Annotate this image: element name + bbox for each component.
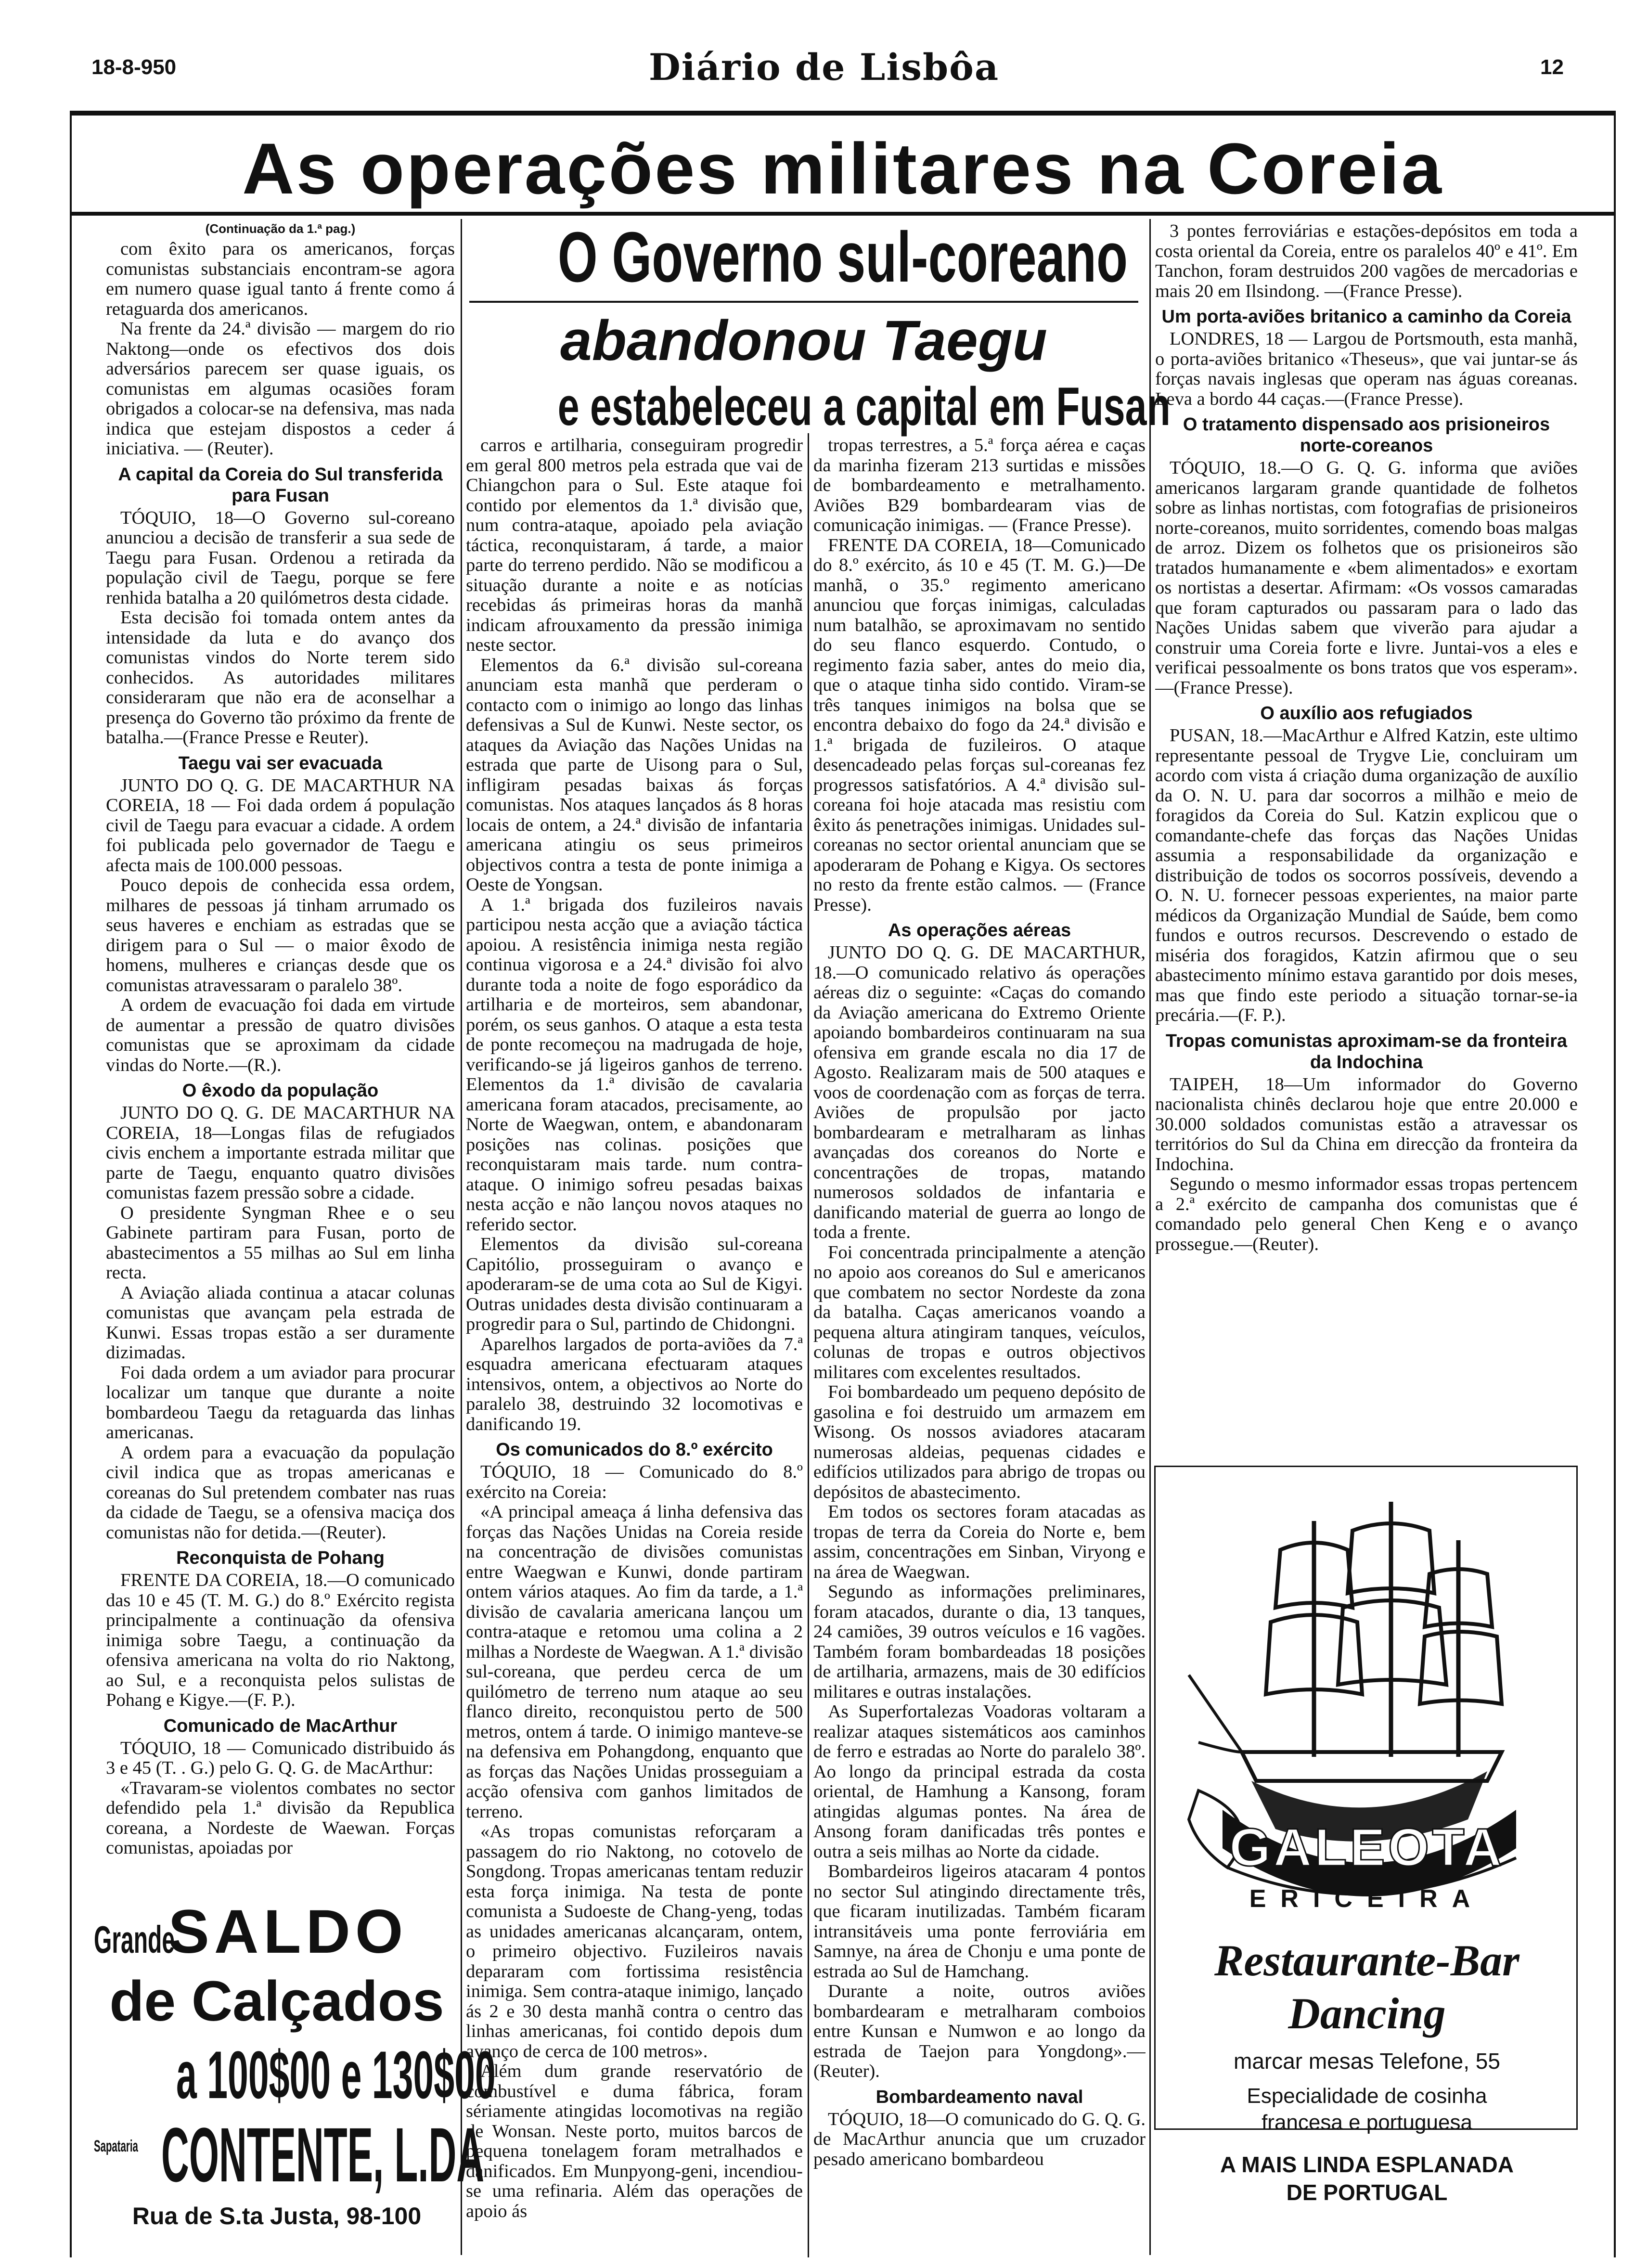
article-paragraph: Aparelhos largados de porta-aviões da 7.ª esquadra americana efectuaram ataques intensivos, ontem, a objectivos ao Norte do paralelo 38, destruindo 32 locomotivas e danificando 19. — [466, 1334, 803, 1434]
article-paragraph: O presidente Syngman Rhee e o seu Gabinete partiram para Fusan, porto de abastecimentos a 55 milhas ao Sul em linha recta. — [106, 1202, 455, 1283]
article-paragraph: Na frente da 24.ª divisão — margem do rio Naktong—onde os efectivos dos dois adversários parecem ser quase iguais, os comunistas em algumas ocasiões foram obrigados a colocar-se na defensiva, mas nada indica que estejam dispostos a ceder á iniciativa. — (Reuter). — [106, 319, 455, 459]
article-paragraph: «As tropas comunistas reforçaram a passagem do rio Naktong, no cotovelo de Songdong. Tropas americanas tentam reduzir esta força inimiga. Na testa de ponte comunista a Sudoeste de Chang-yeng, todas as unidades americanas alcançaram, ontem, o primeiro objectivo. Fuzileiros navais depararam com fortissima resistência inimiga. Sem contra-ataque inimigo, lançado ás 2 e 30 desta manhã contra o centro das linhas americanas, foi contido depois dum avanço de cerca de 100 metros». — [466, 1821, 803, 2062]
article-paragraph: JUNTO DO Q. G. DE MACARTHUR NA COREIA, 18—Longas filas de refugiados civis enchem a importante estrada militar que parte de Taegu, enquanto quatro divisões comunistas fazem pressão sobre a cidade. — [106, 1103, 455, 1203]
section-heading: As operações aéreas — [888, 920, 1071, 941]
section-heading: O auxílio aos refugiados — [1260, 703, 1473, 723]
galeota-specialty-2: francesa e portuguesa — [1262, 2111, 1472, 2134]
ad-word-saldo: SALDO — [168, 1897, 408, 1966]
galeota-town: ERICEIRA — [1249, 1885, 1485, 1913]
article-paragraph: Foi concentrada principalmente a atenção no apoio aos coreanos do Sul e americanos que combatem no sector Nordeste da zona da batalha. Caças americanos voando a pequena altura atingiram tanques, veículos, colunas de tropas e outros objectivos militares com excelentes resultados. — [813, 1242, 1146, 1382]
article-paragraph: TAIPEH, 18—Um informador do Governo nacionalista chinês declarou hoje que entre 20.000 e 30.000 soldados comunistas estão a atravessar os territórios do Sul da China em direcção da fronteira da Indochina. — [1155, 1074, 1578, 1174]
article-paragraph: FRENTE DA COREIA, 18.—O comunicado das 10 e 45 (T. M. G.) do 8.º Exército regista principalmente a continuação da ofensiva inimiga sobre Taegu, a continuação da ofensiva americana na volta do rio Naktong, ao Sul, e a reconquista pelos sulistas de Pohang e Kigye.—(F. P.). — [106, 1570, 455, 1710]
newspaper-title: Diário de Lisbôa — [648, 46, 1000, 89]
article-paragraph: Segundo o mesmo informador essas tropas pertencem a 2.ª exército de campanha dos comunistas que é comandado pelo general Chen Keng e o avanço prossegue.—(Reuter). — [1155, 1174, 1578, 1254]
page-number: 12 — [1540, 55, 1564, 79]
column-rule — [808, 433, 809, 2257]
ad-headline — [94, 1896, 460, 1967]
page-main-title: As operações militares na Coreia — [242, 128, 1443, 209]
galeota-tagline-1: A MAIS LINDA ESPLANADA — [1220, 2152, 1514, 2177]
headline-line-3: e estabeleceu a capital em Fusan — [557, 376, 1171, 437]
galeota-dancing: Dancing — [1288, 1989, 1446, 2038]
section-heading: O tratamento dispensado aos prisioneiros norte-coreanos — [1183, 414, 1550, 456]
article-paragraph: Pouco depois de conhecida essa ordem, milhares de pessoas já tinham arrumado os seus haveres e enchiam as estradas que se dirigem para o Sul — o maior êxodo de homens, mulheres e crianças desde que os comunistas atravessaram o paralelo 38º. — [106, 875, 455, 995]
article-paragraph: PUSAN, 18.—MacArthur e Alfred Katzin, este ultimo representante pessoal de Trygve Lie, concluiram um acordo com vista á criação duma organização de auxílio da O. N. U. para dar socorros a milhão e meio de foragidos da Coreia do Sul. Katzin explicou que o comandante-chefe das forças das Nações Unidas assumia a responsabilidade da organização e distribuição de todos os socorros possíveis, devendo a O. N. U. fornecer pessoas experientes, na maior parte médicos da Organização Mundial de Saúde, bem como fundos e outros recursos. Descrevendo o estado de miséria dos foragidos, Katzin afirmou que o seu abastecimento mínimo estava garantido por dois meses, mas que findo este periodo a situação tornar-se-ia precária.—(F. P.). — [1155, 725, 1578, 1025]
headline-line-2: abandonou Taegu — [560, 309, 1047, 373]
ad-shop-name: CONTENTE, L.DA — [161, 2112, 485, 2198]
article-paragraph: Foi dada ordem a um aviador para procurar localizar um tanque que durante a noite bombardeou Taegu da retaguarda das linhas americanas. — [106, 1362, 455, 1443]
article-column-4 — [1155, 221, 1578, 1458]
article-paragraph: Segundo as informações preliminares, foram atacados, durante o dia, 13 tanques, 24 camiões, 39 outros veículos e 16 vagões. Também foram bombardeadas 18 posições de artilharia, armazens, mais de 30 edifícios militares e outras instalações. — [813, 1582, 1146, 1702]
section-heading: Comunicado de MacArthur — [163, 1715, 398, 1736]
article-column-3 — [813, 436, 1146, 2250]
ad-word-grande: Grande — [94, 1918, 175, 1961]
section-heading: O êxodo da população — [182, 1081, 379, 1101]
galeota-tagline-2: DE PORTUGAL — [1286, 2180, 1448, 2205]
headline-rule — [469, 301, 1138, 303]
article-paragraph: «A principal ameaça á linha defensiva das forças das Nações Unidas na Coreia reside na concentração de divisões comunistas entre Waegwan e Kunwi, donde partiram ontem vários ataques. Ao fim da tarde, a 1.ª divisão de cavalaria americana lançou um contra-ataque e retomou uma colina a 2 milhas a Nordeste de Waegwan. A 1.ª divisão sul-coreana, que perdeu cerca de um quilómetro de terreno num ataque ao seu flanco direito, reconquistou perto de 500 metros, ontem á tarde. O inimigo manteve-se na defensiva em Pohangdong, enquanto que as forças das Nações Unidas prosseguiam a acção ofensiva com ganhos limitados de terreno. — [466, 1502, 803, 1822]
article-paragraph: TÓQUIO, 18—O comunicado do G. Q. G. de MacArthur anuncia que um cruzador pesado americano bombardeou — [813, 2109, 1146, 2169]
article-paragraph: Bombardeiros ligeiros atacaram 4 pontos no sector Sul atingindo directamente três, que ficaram inutilizadas. Também ficaram intransitáveis uma ponte ferroviária em Samnye, na área de Chonju e uma ponte de estrada ao Sul de Hamchang. — [813, 1861, 1146, 1982]
article-paragraph: A Aviação aliada continua a atacar colunas comunistas que avançam pela estrada de Kunwi. Essas tropas estão a ser duramente dizimadas. — [106, 1282, 455, 1363]
section-heading: Taegu vai ser evacuada — [178, 753, 383, 773]
title-rule — [70, 212, 1616, 216]
article-column-2 — [466, 436, 803, 2250]
column-rule — [1149, 219, 1151, 2255]
section-heading: Bombardeamento naval — [876, 2087, 1083, 2107]
article-paragraph: A 1.ª brigada dos fuzileiros navais participou nesta acção que a aviação táctica apoiou. A resistência inimiga nesta região continua vigorosa e a 24.ª divisão foi alvo durante toda a noite de fogo esporádico da artilharia e de morteiros, sem abandonar, porém, os seus ganhos. O ataque a esta testa de ponte recomeçou na madrugada de hoje, verificando-se já ligeiros ganhos de terreno. Elementos da 1.ª divisão de cavalaria americana foram atacados, precisamente, ao Norte de Waegwan, ontem, e abandonaram posições nas colinas. posições que reconquistaram mais tarde. num contra-ataque. O inimigo sofreu pesadas baixas nesta acção e não lançou novos ataques no referido sector. — [466, 894, 803, 1235]
section-heading: Reconquista de Pohang — [176, 1548, 385, 1568]
section-heading: Um porta-aviões britanico a caminho da Coreia — [1161, 307, 1571, 327]
article-paragraph: Elementos da divisão sul-coreana Capitólio, prosseguiram o avanço e apoderaram-se de uma cota ao Sul de Kigyi. Outras unidades desta divisão continuaram a progredir para o Sul, partindo de Chidongni. — [466, 1234, 803, 1334]
section-heading: Tropas comunistas aproximam-se da fronteira da Indochina — [1165, 1031, 1568, 1072]
article-paragraph: Esta decisão foi tomada ontem antes da intensidade da luta e do avanço dos comunistas vindos do Norte terem sido conhecidos. As autoridades militares consideraram que não era de aconselhar a presença do Governo tão próximo da frente de batalha.—(France Presse e Reuter). — [106, 607, 455, 747]
article-paragraph: Durante a noite, outros aviões bombardearam e metralharam comboios entre Kunsan e Numwon e ao longo da estrada de Taejon para Yongdong».—(Reuter). — [813, 1981, 1146, 2081]
article-column-1 — [106, 221, 455, 1884]
article-paragraph: As Superfortalezas Voadoras voltaram a realizar ataques sistemáticos aos caminhos de ferro e estradas ao Norte do paralelo 38º. Ao longo da principal estrada da costa oriental, de Hamhung a Kansong, foram atingidas algumas pontes. Na área de Ansong foram danificadas três pontes e outra a seis milhas ao Norte da cidade. — [813, 1701, 1146, 1862]
article-paragraph: «Travaram-se violentos combates no sector defendido pela 1.ª divisão da Republica coreana, a Nordeste de Waewan. Forças comunistas, apoiadas por — [106, 1778, 455, 1858]
article-paragraph: Além dum grande reservatório de combustível e duma fábrica, foram sériamente atingidas locomotivas na região de Wonsan. Neste porto, muitos barcos de pequena tonelagem foram metralhados e danificados. Em Munpyong-geni, incendiou-se uma refinaria. Além das operações de apoio ás — [466, 2061, 803, 2221]
article-paragraph: A ordem para a evacuação da população civil indica que as tropas americanas e coreanas do Sul pretendem combater nas ruas da cidade de Taegu, se a ofensiva maciça dos comunistas não for detida.—(Reuter). — [106, 1442, 455, 1543]
section-heading: A capital da Coreia do Sul transferida para Fusan — [118, 464, 443, 506]
issue-date: 18-8-950 — [91, 55, 177, 79]
continuation-note: (Continuação da 1.ª pag.) — [205, 221, 356, 236]
article-paragraph: Elementos da 6.ª divisão sul-coreana anunciam esta manhã que perderam o contacto com o inimigo ao longo das linhas defensivas a Sul de Kunwi. Neste sector, os ataques da Aviação das Nações Unidas na estrada que parte de Uisong para o Sul, infligiram pesadas baixas ás forças comunistas. Nos ataques lançados ás 8 horas locais de ontem, a 24.ª divisão de infantaria americana atingiu os seus primeiros objectivos contra a testa de ponte inimiga a Oeste de Yongsan. — [466, 655, 803, 895]
article-paragraph: carros e artilharia, conseguiram progredir em geral 800 metros pela estrada que vai de Chiangchon para o Sul. Este ataque foi contido por elementos da 1.ª divisão que, num contra-ataque, apoiado pela aviação táctica, reconquistaram, á tarde, a maior parte do terreno perdido. Não se modificou a situação durante a noite e as notícias recebidas ás primeiras horas da manhã indicam afrouxamento da pressão inimiga neste sector. — [466, 436, 803, 655]
column-rule — [461, 219, 462, 2255]
article-paragraph: LONDRES, 18 — Largou de Portsmouth, esta manhã, o porta-aviões britanico «Theseus», que vai juntar-se ás forças navais inglesas que operam nas águas coreanas. Leva a bordo 44 caças.—(France Presse). — [1155, 329, 1578, 409]
ad-line-calcados: de Calçados — [109, 1970, 444, 2033]
ad-line-prices: a 100$00 e 130$00 — [176, 2037, 496, 2113]
article-paragraph: 3 pontes ferroviárias e estações-depósitos em toda a costa oriental da Coreia, entre os paralelos 40º e 41º. Em Tanchon, foram destruidos 200 vagões de mercadorias e mais 20 em Ilsindong. —(France Presse). — [1155, 221, 1578, 301]
masthead — [0, 46, 1648, 103]
article-paragraph: tropas terrestres, a 5.ª força aérea e caças da marinha fizeram 213 surtidas e missões de bombardeamento e metralhamento. Aviões B29 bombardearam vias de comunicação inimigas. — (France Presse). — [813, 436, 1146, 535]
article-paragraph: com êxito para os americanos, forças comunistas substanciais encontram-se agora em numero quase igual tanto á frente como á retaguarda dos americanos. — [106, 239, 455, 319]
galeota-restaurant-bar: Restaurante-Bar — [1214, 1936, 1519, 1985]
article-paragraph: Em todos os sectores foram atacadas as tropas de terra da Coreia do Norte e, bem assim, concentrações em Sinban, Viryong e na área de Waegwan. — [813, 1502, 1146, 1582]
ad-word-sapataria: Sapataria — [94, 2137, 138, 2155]
article-paragraph: Foi bombardeado um pequeno depósito de gasolina e foi destruido um armazem em Wisong. Os nossos aviadores atacaram numerosas aldeias, pequenas cidades e edifícios utilizados para abrigo de tropas ou depósitos de abastecimento. — [813, 1382, 1146, 1502]
shoe-sale-advertisement — [94, 1896, 496, 2243]
galeota-brand: GALEOTA — [1229, 1818, 1505, 1877]
article-paragraph: TÓQUIO, 18—O Governo sul-coreano anunciou a decisão de transferir a sua sede de Taegu para Fusan. Ordenou a retirada da população civil de Taegu, porque se fere renhida batalha a 20 quilómetros desta cidade. — [106, 507, 455, 608]
article-paragraph: TÓQUIO, 18 — Comunicado do 8.º exército na Coreia: — [466, 1462, 803, 1502]
article-paragraph: TÓQUIO, 18.—O G. Q. G. informa que aviões americanos largaram grande quantidade de folhetos sobre as linhas nortistas, com fotografias de prisioneiros norte-coreanos, muito sorridentes, comendo boas malgas de arroz. Dizem os folhetos que os prisioneiros são tratados humanamente e «bem alimentados» e exortam os nortistas a desertar. Afirmam: «Os vossos camaradas que foram capturados ou passaram para o lado das Nações Unidas sabem que viverão para ajudar a construir uma Coreia forte e livre. Juntai-vos a eles e verificai pessoalmente os bons tratos que vos esperam».—(France Presse). — [1155, 458, 1578, 698]
section-heading: Os comunicados do 8.º exército — [496, 1440, 773, 1460]
article-paragraph: TÓQUIO, 18 — Comunicado distribuido ás 3 e 45 (T. . G.) pelo G. Q. G. de MacArthur: — [106, 1738, 455, 1778]
article-paragraph: JUNTO DO Q. G. DE MACARTHUR NA COREIA, 18 — Foi dada ordem á população civil de Taegu para evacuar a cidade. A ordem foi publicada pelo governador de Taegu e afecta mais de 100.000 pessoas. — [106, 775, 455, 876]
headline-line-1: O Governo sul-coreano — [557, 218, 1128, 297]
ad-address: Rua de S.ta Justa, 98-100 — [132, 2203, 422, 2229]
article-paragraph: FRENTE DA COREIA, 18—Comunicado do 8.º exército, ás 10 e 45 (T. M. G.)—De manhã, o 35.º regimento americano anunciou que forças inimigas, calculadas num batalhão, se aproximavam no sentido do seu flanco esquerdo. Contudo, o regimento fazia saber, antes do meio dia, que o ataque tinha sido contido. Viram-se três tanques inimigos na bolsa que se encontra debaixo do fogo da 24.ª divisão e 1.ª brigada de fuzileiros. O ataque desencadeado pelas forças sul-coreanas fez progressos satisfatórios. A 4.ª divisão sul-coreana foi hoje atacada mas resistiu com êxito ás penetrações inimigas. Unidades sul-coreanas no sector oriental anunciam que se apoderaram de Pohang e Kigya. Os sectores no resto da frente estão calmos. — (France Presse). — [813, 535, 1146, 915]
article-paragraph: A ordem de evacuação foi dada em virtude de aumentar a pressão de quatro divisões comunistas que se aproximam da cidade vindas do Norte.—(R.). — [106, 995, 455, 1075]
galeota-specialty-1: Especialidade de cosinha — [1247, 2084, 1487, 2108]
galeota-phone: marcar mesas Telefone, 55 — [1234, 2049, 1500, 2074]
article-paragraph: JUNTO DO Q. G. DE MACARTHUR, 18.—O comunicado relativo ás operações aéreas diz o seguinte: «Caças do comando da Aviação americana do Extremo Oriente apoiando bombardeiros continuaram na sua ofensiva em grande escala no dia 17 de Agosto. Realizaram mais de 500 ataques e voos de coordenação com as forças de terra. Aviões de propulsão por jacto bombardearam e metralharam as linhas avançadas dos coreanos do Norte e concentrações de tropas, matando numerosos soldados de infantaria e danificando material de guerra ao longo de toda a frente. — [813, 942, 1146, 1242]
